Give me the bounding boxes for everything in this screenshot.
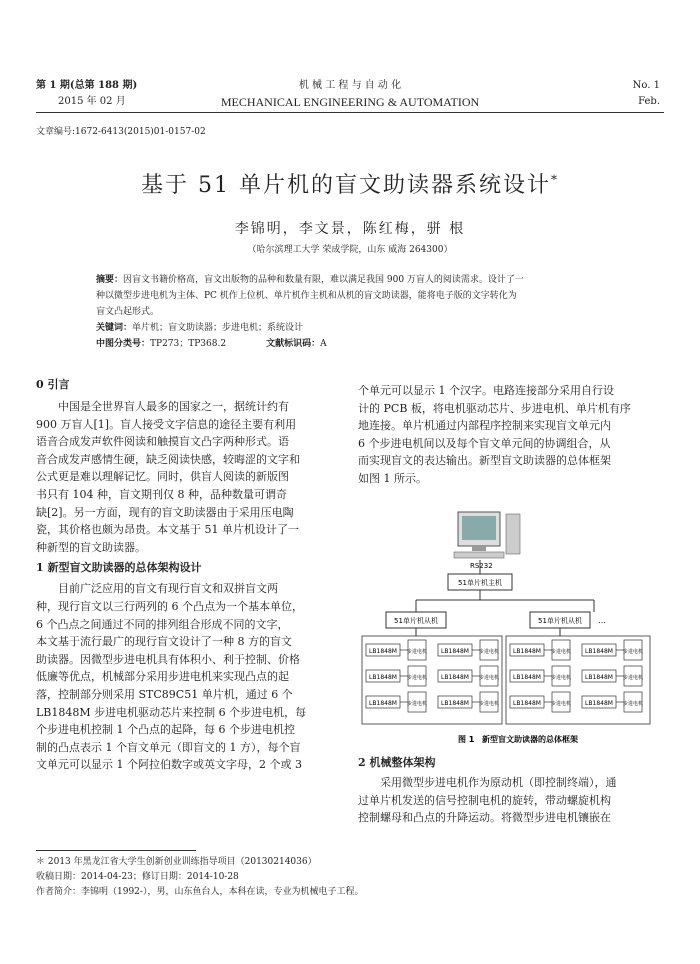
mechanical-paragraph: 采用微型步进电机作为原动机（即控制终端），通 过单片机发送的信号控制电机的旋转，带动螺旋机构 控制螺母和凸点的升降运动。将微型步进电机镶嵌在	[358, 776, 617, 825]
figure-1-diagram	[358, 508, 664, 748]
slave-label-2: 51单片机从机	[538, 617, 582, 625]
driver-label: LB1848M	[513, 674, 541, 681]
architecture-paragraph: 目前广泛应用的盲文有现行盲文和双拼盲文两 种，现行盲文以三行两列的 6 个凸点为一个基本单位， 6 个凸点之间通过不同的排列组合形成不同的文字， 本文基于流行最广的现行盲文设计了一种 8 方的盲文 助读器。因微型步进电机具有体积小、利于控制、价格 低廉等优点，机械部分采用步进电机来实现凸点的起 落，控制部分则采用 STC89C51 单片机，通过 6 个 LB1848M 步进电机驱动芯片来控制 6 个步进电机，每 个步进电机控制 1 个凸点的起降，每 6 个步进电机控 制的凸点表示 1 个盲文单元（即盲文的 1 方），每个盲 文单元可以显示 1 个阿拉伯数字或英文字母，2 个或 3	[36, 582, 307, 772]
header-issue: 第 1 期(总第 188 期)	[36, 80, 138, 91]
motor-label: 步进电机	[550, 701, 572, 707]
motor-label: 步进电机	[406, 649, 428, 655]
motor-label: 步进电机	[622, 701, 644, 707]
motor-label: 步进电机	[478, 701, 500, 707]
motor-label: 步进电机	[550, 649, 572, 655]
motor-label: 步进电机	[622, 649, 644, 655]
motor-label: 步进电机	[550, 675, 572, 681]
driver-label: LB1848M	[585, 648, 613, 655]
slave-label-1: 51单片机从机	[394, 617, 438, 625]
pc-icon	[454, 512, 520, 558]
header-journal-en: MECHANICAL ENGINEERING & AUTOMATION	[220, 95, 480, 109]
driver-label: LB1848M	[441, 674, 469, 681]
figure-caption-number: 图 1	[458, 735, 475, 744]
driver-label: LB1848M	[585, 674, 613, 681]
paper-title: 基于 51 单片机的盲文助读器系统设计*	[141, 172, 559, 198]
article-number: 文章编号:1672-6413(2015)01-0157-02	[36, 127, 206, 137]
driver-label: LB1848M	[369, 648, 397, 655]
driver-label: LB1848M	[585, 700, 613, 707]
intro-paragraph: 中国是全世界盲人最多的国家之一，据统计约有 900 万盲人[1]。盲人接受文字信息的途径主要有利用 语音合成发声软件阅读和触摸盲文凸字两种形式。语 音合成发声感情生硬，缺乏阅读快感，较晦涩的文字和 公式更是难以理解记忆。同时，供盲人阅读的新版图 书只有 104 种，盲文期刊仅 8 种，品种数量可谓奇 缺[2]。另一方面，现有的盲文助读器由于采用压电陶 瓷，其价格也颇为昂贵。本文基于 51 单片机设计了一 种新型的盲文助读器。	[36, 400, 300, 554]
header-rule	[36, 112, 664, 113]
motor-label: 步进电机	[622, 675, 644, 681]
affiliation: （哈尔滨理工大学 荣成学院，山东 威海 264300）	[247, 245, 453, 255]
master-label: 51单片机主机	[458, 579, 502, 587]
abstract-block: 摘要：因盲文书籍价格高，盲文出版物的品种和数量有限，难以满足我国 900 万盲人的阅读需求。设计了一 种以微型步进电机为主体、PC 机作上位机、单片机作主机和从机的盲文助读器，能将电子版的文字转化为 盲文凸起形式。 关键词：单片机；盲文助读器；步进电机；系统设计 中图分类号：TP273；TP368.2 文献标识码：A	[96, 275, 524, 349]
motor-label: 步进电机	[406, 701, 428, 707]
section-heading-architecture: 1 新型盲文助读器的总体架构设计	[36, 561, 202, 575]
header-journal-cn: 机 械 工 程 与 自 动 化	[298, 80, 402, 91]
header-no: No. 1	[632, 80, 660, 91]
footnotes: ＊ 2013 年黑龙江省大学生创新创业训练指导项目（20130214036） 收稿日期：2014-04-23；修订日期：2014-10-28 作者简介：李锦明（1992-），男，山东鱼台人，本科在读，专业为机械电子工程。	[36, 857, 364, 897]
motor-label: 步进电机	[406, 675, 428, 681]
section-heading-intro: 0 引言	[36, 378, 70, 391]
driver-label: LB1848M	[441, 648, 469, 655]
rs232-label: RS232	[470, 562, 493, 570]
header-date: 2015 年 02 月	[58, 96, 126, 107]
right-column-top: 个单元可以显示 1 个汉字。电路连接部分采用自行设 计的 PCB 板，将电机驱动芯片、步进电机、单片机有序 地连接。单片机通过内部程序控制来实现盲文单元内 6 个步进电机间以及每个盲文单元间的协调组合，从 而实现盲文的表达输出。新型盲文助读器的总体框架 如图 1 所示。	[358, 384, 631, 485]
left-column	[36, 376, 342, 774]
figure-caption: 新型盲文助读器的总体框架	[482, 735, 578, 744]
driver-label: LB1848M	[369, 674, 397, 681]
driver-label: LB1848M	[513, 700, 541, 707]
motor-label: 步进电机	[478, 675, 500, 681]
footnote-rule	[36, 850, 196, 851]
driver-label: LB1848M	[513, 648, 541, 655]
slave-ellipsis: …	[598, 616, 606, 625]
driver-label: LB1848M	[441, 700, 469, 707]
section-heading-mechanical: 2 机械整体架构	[358, 756, 436, 769]
header-month: Feb.	[638, 96, 660, 107]
right-column-bottom	[358, 754, 664, 827]
author-list: 李锦明，李文景，陈红梅，骈 根	[234, 221, 466, 237]
motor-label: 步进电机	[478, 649, 500, 655]
driver-label: LB1848M	[369, 700, 397, 707]
